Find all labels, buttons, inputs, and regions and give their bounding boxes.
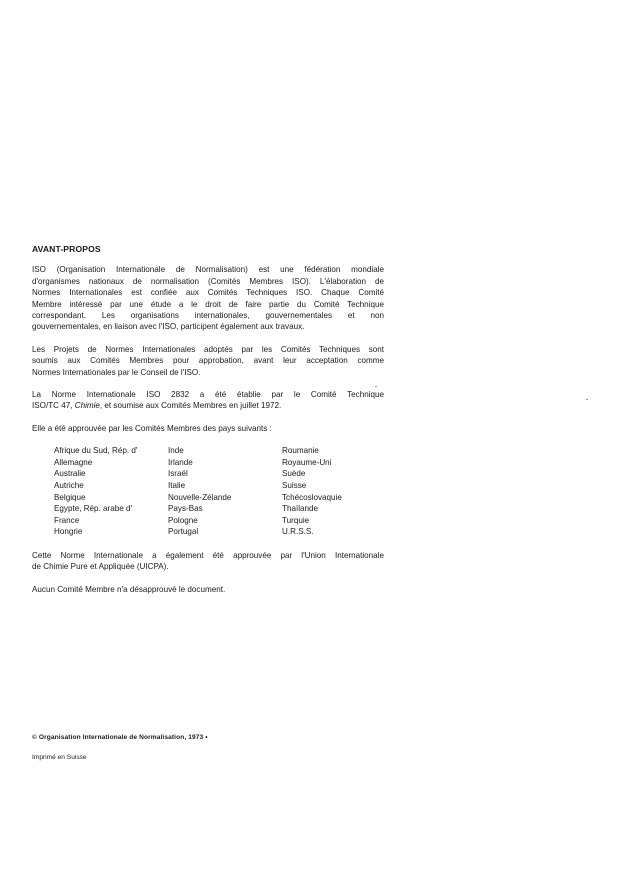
country-item: Italie: [168, 481, 186, 491]
country-item: Egypte, Rép. arabe d': [54, 504, 133, 514]
country-item: Inde: [168, 446, 184, 456]
text-line: correspondant. Les organisations internationales, gouvernementales et non: [32, 311, 384, 321]
foreword-section: [32, 244, 384, 606]
country-item: Royaume-Uni: [282, 457, 332, 467]
foreword-heading: AVANT-PROPOS: [32, 244, 101, 254]
country-item: Suède: [282, 469, 306, 479]
country-item: Australie: [54, 469, 86, 479]
country-item: Tchécoslovaquie: [282, 492, 342, 502]
member-countries-list: [54, 445, 384, 538]
scan-speck: [586, 399, 588, 400]
country-item: Allemagne: [54, 457, 93, 467]
country-item: U.R.S.S.: [282, 527, 314, 537]
committee-ref: ISO/TC 47,: [32, 401, 73, 411]
paragraph-iso-2832: [32, 389, 384, 412]
text-line: Aucun Comité Membre n'a désapprouvé le document.: [32, 584, 226, 594]
country-item: Pays-Bas: [168, 504, 203, 514]
copyright-notice: © Organisation Internationale de Normalisation, 1973 •: [32, 734, 208, 741]
printed-in-notice: Imprimé en Suisse: [32, 754, 87, 761]
paragraph-no-disapproval: [32, 584, 384, 595]
text-line: Les Projets de Normes Internationales adoptés par les Comités Techniques sont: [32, 344, 384, 354]
text-line: gouvernementales, en liaison avec l'ISO, participent également aux travaux.: [32, 322, 305, 332]
paragraph-approved-by: [32, 423, 384, 434]
paragraph-draft-approval: [32, 344, 384, 378]
country-item: Hongrie: [54, 527, 83, 537]
country-item: Israël: [168, 469, 188, 479]
country-item: Roumanie: [282, 446, 319, 456]
text-line: Cette Norme Internationale a également été approuvée par l'Union Internationale: [32, 551, 384, 561]
country-item: Suisse: [282, 481, 307, 491]
country-item: Nouvelle-Zélande: [168, 492, 232, 502]
committee-title: Chimie: [74, 401, 100, 411]
text-line: d'organismes nationaux de normalisation (Comités Membres ISO). L'élaboration de: [32, 276, 384, 286]
scan-speck: [375, 386, 377, 387]
country-item: Belgique: [54, 492, 86, 502]
text-line: Normes Internationales est confiée aux Comités Techniques ISO. Chaque Comité: [32, 288, 384, 298]
text-line: soumis aux Comités Membres pour approbation, avant leur acceptation comme: [32, 356, 384, 366]
countries-column-3: [282, 445, 382, 538]
countries-column-1: [54, 445, 168, 538]
text-line: Membre intéressé par une étude a le droit de faire partie du Comité Technique: [32, 299, 384, 309]
text-line: Elle a été approuvée par les Comités Membres des pays suivants :: [32, 423, 272, 433]
text-line: de Chimie Pure et Appliquée (UICPA).: [32, 562, 169, 572]
country-item: Pologne: [168, 515, 198, 525]
text-line: Normes Internationales par le Conseil de l'ISO.: [32, 367, 201, 377]
countries-column-2: [168, 445, 282, 538]
country-item: Turquie: [282, 515, 310, 525]
country-item: Autriche: [54, 481, 84, 491]
country-item: Portugal: [168, 527, 199, 537]
country-item: Thaïlande: [282, 504, 318, 514]
text-line: [32, 400, 384, 411]
text-line: La Norme Internationale ISO 2832 a été établie par le Comité Technique: [32, 390, 384, 400]
paragraph-iupac-approval: [32, 550, 384, 573]
country-item: France: [54, 515, 80, 525]
submission-text: , et soumise aux Comités Membres en juillet 1972.: [99, 401, 282, 411]
text-line: ISO (Organisation Internationale de Normalisation) est une fédération mondiale: [32, 265, 384, 275]
country-item: Irlande: [168, 457, 193, 467]
paragraph-iso-intro: [32, 264, 384, 332]
country-item: Afrique du Sud, Rép. d': [54, 446, 138, 456]
